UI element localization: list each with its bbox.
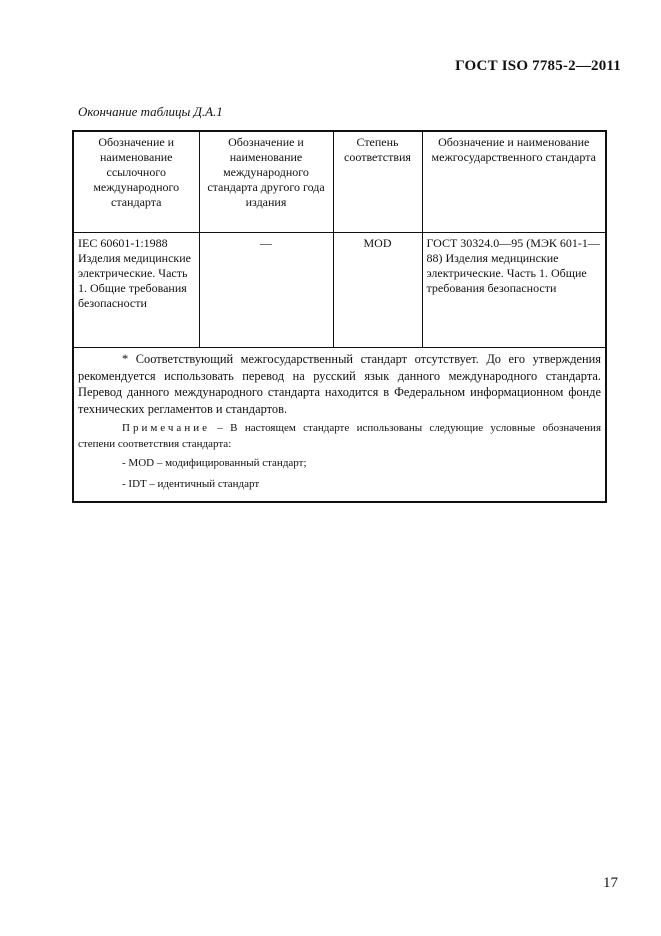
page-number: 17	[603, 875, 618, 891]
table-caption: Окончание таблицы Д.А.1	[78, 104, 223, 119]
column-header-other-year-standard: Обозначение и наименование международного стандарта другого года издания	[199, 131, 333, 233]
cell-interstate-standard: ГОСТ 30324.0—95 (МЭК 601-1—88) Изделия медицинские электрические. Часть 1. Общие требования безопасности	[422, 233, 606, 348]
note-item-idt: - IDT – идентичный стандарт	[122, 478, 260, 490]
note-label: Примечание	[122, 422, 210, 434]
cell-other-year-standard: —	[199, 233, 333, 348]
table-notes-row	[73, 348, 606, 503]
column-header-interstate-standard: Обозначение и наименование межгосударственного стандарта	[422, 131, 606, 233]
column-header-degree: Степень соответствия	[333, 131, 422, 233]
table-header-row	[73, 131, 606, 233]
cell-reference-standard: IEC 60601-1:1988 Изделия медицинские электрические. Часть 1. Общие требования безопасности	[73, 233, 199, 348]
note-text: – В настоящем стандарте использованы следующие условные обозначения степени соответствия стандарта:	[78, 422, 601, 450]
notes-cell	[73, 348, 606, 503]
standards-correspondence-table	[72, 130, 607, 503]
document-header: ГОСТ ISO 7785-2—2011	[455, 58, 621, 74]
footnote: * Соответствующий межгосударственный стандарт отсутствует. До его утверждения рекомендуется использовать перевод на русский язык данного международного стандарта. Перевод данного международного стандарта находится в Федеральном информационном фонде технических регламентов и стандартов.	[78, 352, 601, 416]
note-item-mod: - MOD – модифицированный стандарт;	[122, 457, 307, 469]
column-header-reference-standard: Обозначение и наименование ссылочного международного стандарта	[73, 131, 199, 233]
cell-degree: MOD	[333, 233, 422, 348]
note	[78, 420, 601, 452]
table-row	[73, 233, 606, 348]
